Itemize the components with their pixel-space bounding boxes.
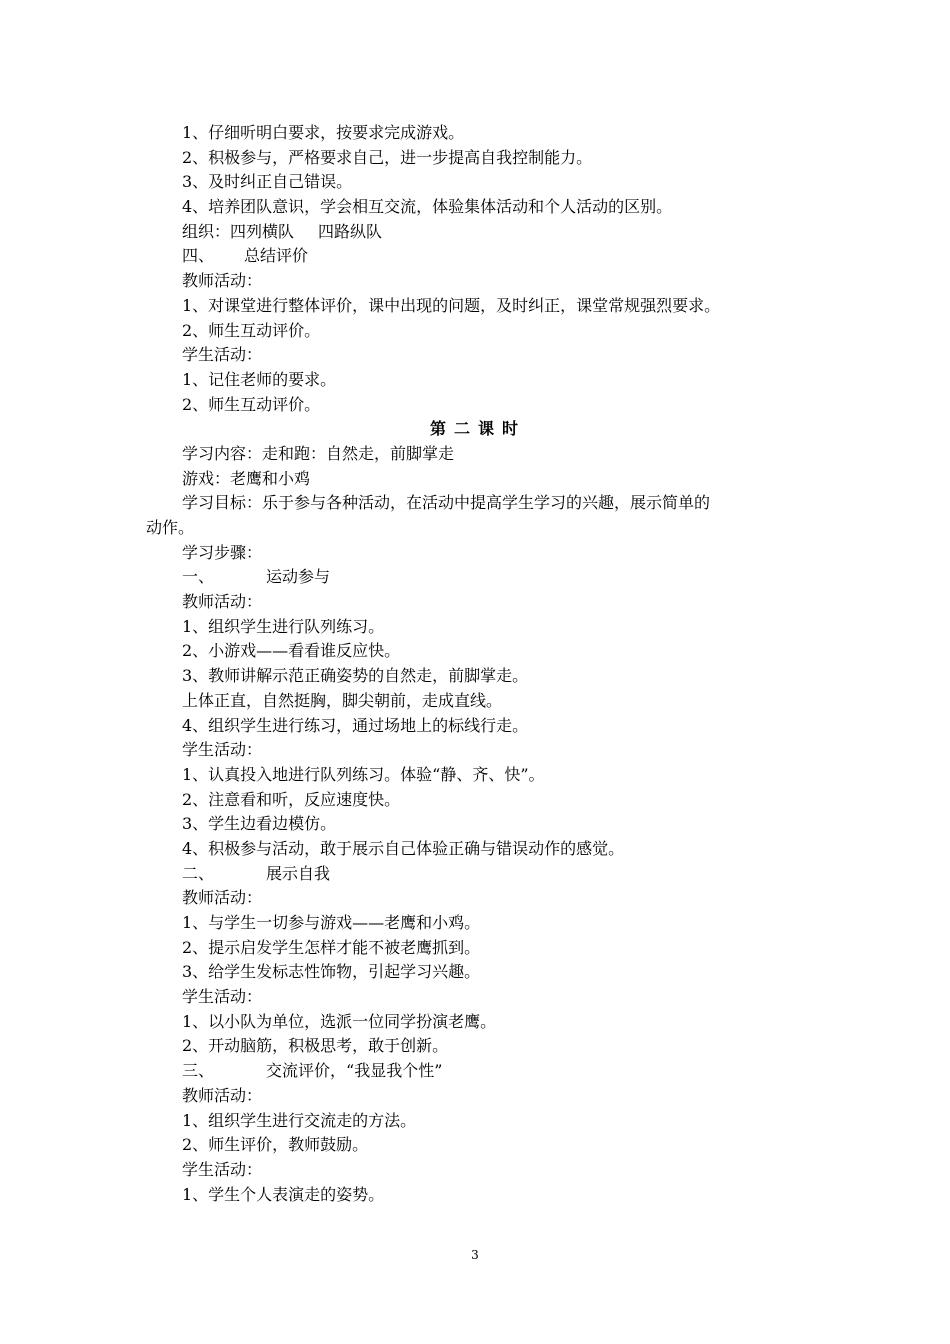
teacher-activity-item: 2、提示启发学生怎样才能不被老鹰抓到。	[182, 937, 481, 957]
student-activity-item: 2、注意看和听，反应速度快。	[182, 789, 401, 809]
teacher-activity-item: 1、与学生一切参与游戏——老鹰和小鸡。	[182, 913, 481, 932]
student-activity-label: 学生活动：	[182, 740, 263, 760]
step-title: 总结评价	[244, 246, 309, 266]
step-number: 三、	[182, 1061, 215, 1081]
student-activity-label: 学生活动：	[182, 1159, 263, 1179]
requirement-item: 2、积极参与，严格要求自己，进一步提高自我控制能力。	[182, 147, 593, 167]
learning-goal: 学习目标：乐于参与各种活动，在活动中提高学生学习的兴趣，展示简单的	[182, 493, 711, 513]
teacher-activity-item: 1、组织学生进行交流走的方法。	[182, 1110, 417, 1130]
student-activity-item: 1、记住老师的要求。	[182, 369, 337, 389]
game-line: 游戏：老鹰和小鸡	[182, 468, 311, 488]
page-number: 3	[471, 1248, 479, 1262]
step-number: 一、	[182, 567, 215, 587]
requirement-item: 3、及时纠正自己错误。	[182, 172, 353, 192]
student-activity-item: 4、积极参与活动，敢于展示自己体验正确与错误动作的感觉。	[182, 838, 625, 858]
step-title: 展示自我	[266, 863, 331, 883]
teacher-activity-item: 4、组织学生进行练习，通过场地上的标线行走。	[182, 715, 529, 735]
document-body	[146, 121, 810, 1207]
step-heading	[146, 565, 810, 590]
learning-steps-label: 学习步骤：	[182, 542, 263, 562]
student-activity-label: 学生活动：	[182, 987, 263, 1007]
requirement-item: 4、培养团队意识，学会相互交流，体验集体活动和个人活动的区别。	[182, 197, 673, 217]
teacher-activity-label: 教师活动：	[182, 592, 263, 612]
organization-value: 四路纵队	[318, 221, 383, 241]
step-heading	[146, 862, 810, 887]
learning-content: 学习内容：走和跑：自然走，前脚掌走	[182, 443, 455, 463]
step-number: 四、	[182, 246, 215, 266]
step-heading	[146, 244, 810, 269]
teacher-activity-item: 1、组织学生进行队列练习。	[182, 616, 385, 636]
organization-line	[146, 220, 810, 245]
teacher-activity-label: 教师活动：	[182, 271, 263, 291]
teacher-activity-item: 上体正直，自然挺胸，脚尖朝前，走成直线。	[182, 690, 503, 710]
lesson-heading: 第二课时	[429, 419, 526, 439]
teacher-activity-label: 教师活动：	[182, 1085, 263, 1105]
teacher-activity-item: 2、师生互动评价。	[182, 320, 321, 340]
student-activity-item: 1、学生个人表演走的姿势。	[182, 1184, 385, 1204]
requirement-item: 1、仔细听明白要求，按要求完成游戏。	[182, 123, 465, 142]
teacher-activity-item: 1、对课堂进行整体评价，课中出现的问题，及时纠正，课堂常规强烈要求。	[182, 295, 721, 315]
student-activity-label: 学生活动：	[182, 345, 263, 365]
step-title: 运动参与	[266, 567, 331, 587]
organization-label: 组织：四列横队	[182, 221, 295, 241]
step-title: 交流评价，“我显我个性”	[266, 1061, 443, 1081]
step-heading	[146, 1059, 810, 1084]
student-activity-item: 3、学生边看边模仿。	[182, 814, 337, 834]
student-activity-item: 2、开动脑筋，积极思考，敢于创新。	[182, 1036, 449, 1056]
teacher-activity-item: 2、师生评价，教师鼓励。	[182, 1135, 369, 1155]
teacher-activity-label: 教师活动：	[182, 888, 263, 908]
teacher-activity-item: 3、给学生发标志性饰物，引起学习兴趣。	[182, 962, 481, 982]
teacher-activity-item: 3、教师讲解示范正确姿势的自然走，前脚掌走。	[182, 666, 529, 686]
teacher-activity-item: 2、小游戏——看看谁反应快。	[182, 641, 401, 661]
student-activity-item: 2、师生互动评价。	[182, 394, 321, 414]
student-activity-item: 1、以小队为单位，选派一位同学扮演老鹰。	[182, 1011, 497, 1031]
step-number: 二、	[182, 863, 215, 883]
learning-goal-continued: 动作。	[146, 518, 195, 537]
student-activity-item: 1、认真投入地进行队列练习。体验“静、齐、快”。	[182, 764, 545, 784]
